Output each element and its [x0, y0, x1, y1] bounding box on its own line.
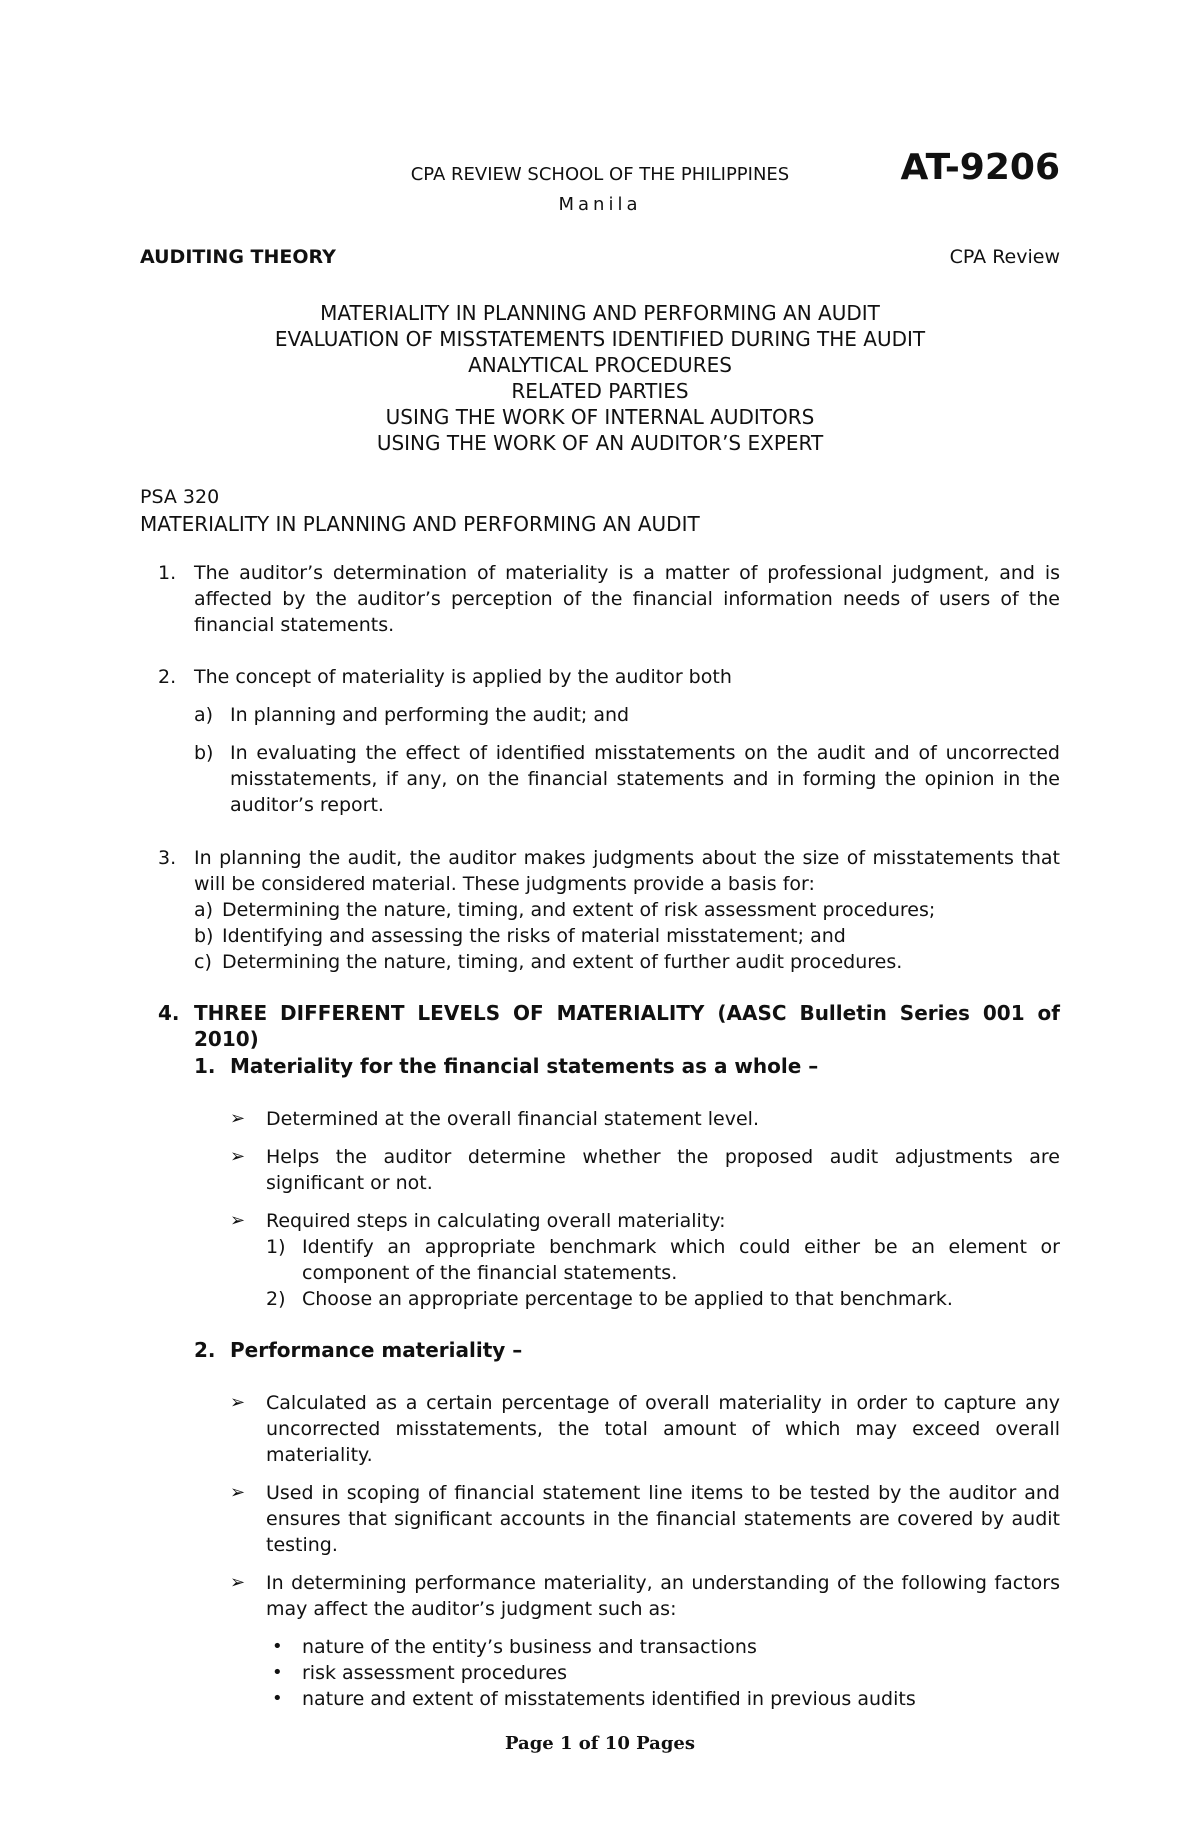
topic-title: USING THE WORK OF AN AUDITOR’S EXPERT — [376, 431, 824, 455]
subject-title: AUDITING THEORY — [140, 246, 336, 268]
list-item-4 — [140, 1000, 1060, 1052]
item-number: 1. — [158, 562, 177, 584]
level-title: Performance materiality – — [230, 1338, 523, 1362]
arrow-bullet-icon: ➢ — [230, 1392, 246, 1413]
arrow-bullet-icon: ➢ — [230, 1572, 246, 1593]
document-code: AT-9206 — [900, 147, 1060, 188]
step-text: Identify an appropriate benchmark which could either be an element or component of the financial statements. — [302, 1236, 1060, 1284]
factor-text: nature and extent of misstatements identified in previous audits — [302, 1688, 916, 1710]
arrow-point — [140, 1144, 1060, 1196]
topic-title: RELATED PARTIES — [511, 379, 689, 403]
arrow-point — [140, 1570, 1060, 1622]
sub-item-label: a) — [194, 704, 214, 726]
arrow-bullet-icon: ➢ — [230, 1146, 246, 1167]
sub-item-text: Determining the nature, timing, and extent of further audit procedures. — [222, 951, 903, 973]
arrow-bullet-icon: ➢ — [230, 1210, 246, 1231]
point-text: Helps the auditor determine whether the proposed audit adjustments are significant or not. — [266, 1146, 1060, 1194]
point-text: Required steps in calculating overall materiality: — [266, 1210, 726, 1232]
topic-title: EVALUATION OF MISSTATEMENTS IDENTIFIED DURING THE AUDIT — [274, 327, 926, 351]
materiality-level-2 — [140, 1337, 1060, 1363]
sub-item-text: Determining the nature, timing, and extent of risk assessment procedures; — [222, 899, 936, 921]
bullet-icon: • — [272, 1636, 283, 1657]
sub-item-label: a) — [194, 899, 214, 921]
sub-item-label: b) — [194, 742, 214, 764]
factor-text: nature of the entity’s business and transactions — [302, 1636, 757, 1658]
item-text: THREE DIFFERENT LEVELS OF MATERIALITY (AASC Bulletin Series 001 of 2010) — [194, 1001, 1060, 1051]
review-label: CPA Review — [949, 246, 1060, 268]
topic-title: MATERIALITY IN PLANNING AND PERFORMING AN AUDIT — [320, 301, 880, 325]
arrow-point — [140, 1208, 1060, 1312]
bullet-icon: • — [272, 1688, 283, 1709]
topic-title: ANALYTICAL PROCEDURES — [468, 353, 732, 377]
item-number: 3. — [158, 847, 177, 869]
item-text: The auditor’s determination of materiality is a matter of professional judgment, and is affected by the auditor’s perception of the financial information needs of users of the financial statements. — [194, 562, 1060, 636]
arrow-point — [140, 1106, 1060, 1132]
list-item-1 — [140, 560, 1060, 638]
level-number: 2. — [194, 1338, 216, 1362]
sub-item-text: In evaluating the effect of identified misstatements on the audit and of uncorrected misstatements, if any, on the financial statements and in forming the opinion in the auditor’s report. — [230, 742, 1060, 816]
level-title: Materiality for the financial statements as a whole – — [230, 1054, 819, 1078]
arrow-point — [140, 1480, 1060, 1558]
school-name: CPA REVIEW SCHOOL OF THE PHILIPPINES — [410, 164, 790, 185]
bullet-icon: • — [272, 1662, 283, 1683]
list-item-2 — [140, 664, 1060, 690]
topic-titles — [0, 300, 1200, 456]
factor-text: risk assessment procedures — [302, 1662, 567, 1684]
item-number: 4. — [158, 1001, 180, 1025]
arrow-bullet-icon: ➢ — [230, 1482, 246, 1503]
sub-item-text: In planning and performing the audit; and — [230, 704, 630, 726]
page-footer: Page 1 of 10 Pages — [504, 1733, 696, 1754]
sub-item-text: Identifying and assessing the risks of material misstatement; and — [222, 925, 846, 947]
topic-title: USING THE WORK OF INTERNAL AUDITORS — [385, 405, 815, 429]
step-text: Choose an appropriate percentage to be applied to that benchmark. — [302, 1288, 953, 1310]
point-text: Calculated as a certain percentage of overall materiality in order to capture any uncorrected misstatements, the total amount of which may exceed overall materiality. — [266, 1392, 1060, 1466]
level-number: 1. — [194, 1054, 216, 1078]
step-number: 1) — [266, 1236, 286, 1258]
step-number: 2) — [266, 1288, 286, 1310]
point-text: Used in scoping of financial statement line items to be tested by the auditor and ensures that significant accounts in the financial statements are covered by audit testing. — [266, 1482, 1060, 1556]
sub-item — [140, 740, 1060, 818]
section-title: MATERIALITY IN PLANNING AND PERFORMING AN AUDIT — [140, 512, 700, 536]
point-text: Determined at the overall financial statement level. — [266, 1108, 759, 1130]
list-item-3 — [140, 845, 1060, 975]
psa-number: PSA 320 — [140, 486, 220, 508]
arrow-bullet-icon: ➢ — [230, 1108, 246, 1129]
factor-list — [140, 1634, 1060, 1712]
sub-item — [140, 702, 1060, 728]
item-text: The concept of materiality is applied by the auditor both — [194, 666, 732, 688]
item-number: 2. — [158, 666, 177, 688]
city-name: Manila — [558, 194, 642, 215]
point-text: In determining performance materiality, an understanding of the following factors may affect the auditor’s judgment such as: — [266, 1572, 1060, 1620]
item-text: In planning the audit, the auditor makes judgments about the size of misstatements that will be considered material. These judgments provide a basis for: — [194, 847, 1060, 895]
sub-item-label: b) — [194, 925, 214, 947]
arrow-point — [140, 1390, 1060, 1468]
sub-item-label: c) — [194, 951, 212, 973]
materiality-level-1 — [140, 1053, 1060, 1079]
